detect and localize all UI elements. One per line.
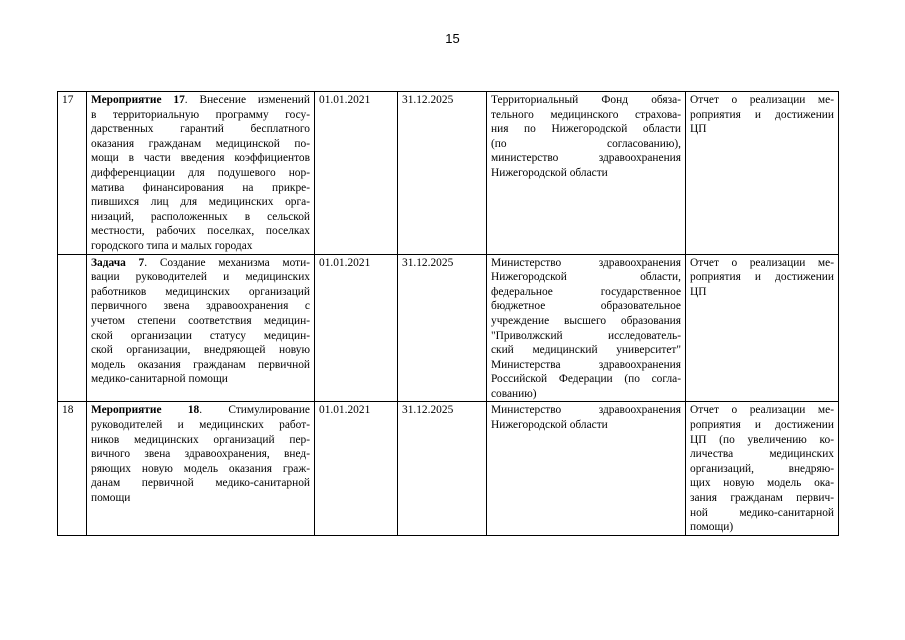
end-date: 31.12.2025 (398, 92, 487, 255)
row-number (58, 254, 87, 402)
desc-line: первичного звена здравоохранения с (91, 300, 310, 313)
result-line: ЦП (690, 285, 707, 298)
desc-line: низаций, расположенных в сельской (91, 210, 310, 223)
table-row (58, 92, 839, 255)
result-line: организаций, внедряю- (690, 462, 834, 475)
desc-line: матива финансирования на прикре- (91, 181, 310, 194)
responsible-parties (487, 254, 686, 402)
resp-line: Нижегородской области (491, 166, 608, 179)
expected-result (686, 92, 839, 255)
resp-line: федеральное государственное (491, 285, 681, 298)
end-date: 31.12.2025 (398, 402, 487, 535)
resp-line: Территориальный Фонд обяза- (491, 94, 681, 106)
resp-line: Нижегородской области (491, 419, 608, 432)
resp-line: Министерство здравоохранения (491, 256, 681, 269)
row-number: 18 (58, 402, 87, 535)
desc-line: ской организации статусу медицин- (91, 329, 310, 342)
activity-title-line (91, 256, 310, 271)
resp-line: учреждение высшего образования (491, 314, 681, 327)
activity-description (87, 402, 315, 535)
resp-line: сованию) (491, 387, 537, 400)
expected-result (686, 402, 839, 535)
resp-line: ский медицинский университет" (491, 344, 681, 357)
desc-line: дарственных гарантий бесплатного (91, 123, 310, 136)
table-row (58, 402, 839, 535)
resp-line: Нижегородской области, (491, 271, 681, 284)
desc-line: данам первичной медико-санитарной (91, 477, 310, 490)
resp-line: (по согласованию), (491, 137, 681, 150)
result-line: роприятия и достижении (690, 271, 834, 284)
resp-line: Министерства здравоохранения (491, 358, 681, 371)
result-line: Отчет о реализации ме- (690, 94, 834, 106)
activity-title-line (91, 93, 310, 108)
resp-line: тельного медицинского страхова- (491, 108, 681, 121)
activity-title-rest: . Создание механизма моти- (144, 256, 310, 269)
activity-title-rest: . Стимулирование (199, 404, 310, 417)
result-line: ной медико-санитарной (690, 506, 834, 519)
desc-line: медико-санитарной помощи (91, 373, 228, 386)
resp-line: министерство здравоохранения (491, 152, 681, 165)
desc-line: руководителей и медицинских работ- (91, 419, 310, 432)
desc-line: учетом степени соответствия медицин- (91, 314, 310, 327)
result-line: ЦП (690, 123, 707, 136)
result-line: роприятия и достижении (690, 108, 834, 121)
resp-line: ния по Нижегородской области (491, 123, 681, 136)
result-line: щих новую модель ока- (690, 477, 834, 490)
responsible-parties (487, 92, 686, 255)
end-date: 31.12.2025 (398, 254, 487, 402)
start-date: 01.01.2021 (315, 402, 398, 535)
desc-line: пившихся лиц для медицинских орга- (91, 196, 310, 209)
result-line: ЦП (по увеличению ко- (690, 433, 834, 446)
page-number: 15 (445, 31, 460, 46)
desc-line: ской организации, внедряющей новую (91, 344, 310, 357)
desc-line: оказания гражданам медицинской по- (91, 137, 310, 150)
resp-line: Российской Федерации (по согла- (491, 373, 681, 386)
desc-line: вации руководителей и медицинских (91, 271, 310, 284)
activity-title: Задача 7 (91, 256, 145, 269)
result-line: зания гражданам первич- (690, 492, 834, 505)
desc-line: модель оказания гражданам первичной (91, 358, 310, 371)
desc-line: ряющих новую модель оказания граж- (91, 462, 310, 475)
table-row (58, 254, 839, 402)
result-line: Отчет о реализации ме- (690, 404, 834, 417)
result-line: помощи) (690, 521, 734, 534)
desc-line: работников медицинских организаций (91, 285, 310, 298)
resp-line: Министерство здравоохранения (491, 404, 681, 417)
start-date: 01.01.2021 (315, 254, 398, 402)
responsible-parties (487, 402, 686, 535)
result-line: роприятия и достижении (690, 419, 834, 432)
desc-line: в территориальную программу госу- (91, 108, 310, 121)
result-line: личества медицинских (690, 448, 834, 461)
desc-line: мощи в части введения коэффициентов (91, 152, 310, 165)
activity-title: Мероприятие 17 (91, 94, 185, 106)
activity-title-line (91, 403, 310, 418)
desc-line: вичного звена здравоохранения, внед- (91, 448, 310, 461)
row-number: 17 (58, 92, 87, 255)
desc-line: помощи (91, 492, 131, 505)
resp-line: бюджетное образовательное (491, 300, 681, 313)
plan-table-body (58, 92, 839, 536)
result-line: Отчет о реализации ме- (690, 256, 834, 269)
expected-result (686, 254, 839, 402)
desc-line: местности, рабочих поселках, поселках (91, 225, 310, 238)
desc-line: городского типа и малых городах (91, 239, 253, 252)
activity-description (87, 254, 315, 402)
desc-line: ников медицинских организаций пер- (91, 433, 310, 446)
activity-title: Мероприятие 18 (91, 404, 200, 417)
activity-title-rest: . Внесение изменений (184, 94, 311, 106)
start-date: 01.01.2021 (315, 92, 398, 255)
plan-table (57, 91, 839, 536)
resp-line: "Приволжский исследователь- (491, 329, 681, 342)
activity-description (87, 92, 315, 255)
desc-line: дифференциации для подушевого нор- (91, 166, 310, 179)
